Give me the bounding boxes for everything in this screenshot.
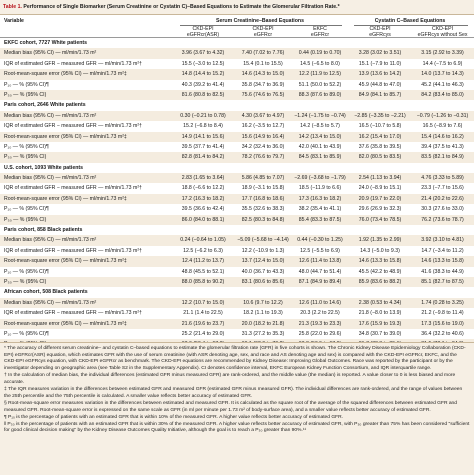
cell-value: 18.2 (1.1 to 19.3)	[243, 310, 283, 317]
cell-value: 86.0 (84.0 to 88.1)	[181, 216, 225, 223]
cell-value: 21.4 (20.2 to 22.6)	[421, 195, 464, 202]
table-title: Performance of Single Biomarker (Serum Creatinine or Cystatin C)–Based Equations to Estimate the Glomerular Filtration Rate.*	[23, 4, 340, 10]
table-row	[0, 319, 474, 329]
cell-value: 17.3 (15.6 to 19.0)	[421, 320, 464, 327]
cell-value: 40.0 (36.7 to 43.3)	[241, 268, 285, 275]
cell-value: 17.2 (16.3 to 18.2)	[181, 195, 225, 202]
cell-value: 25.2 (21.4 to 29.0)	[181, 330, 225, 337]
cell-value: 3.15 (2.92 to 3.39)	[421, 50, 464, 57]
cell-value: 39.5 (36.6 to 42.4)	[181, 206, 225, 213]
cell-value: 78.2 (76.6 to 79.7)	[241, 154, 285, 161]
cell-value: 14.5 (−6.5 to 8.0)	[300, 60, 340, 67]
table-label: Table 1.	[3, 4, 22, 10]
cell-value: 34.8 (30.7 to 39.0)	[358, 330, 402, 337]
cell-value: 14.0 (13.7 to 14.3)	[421, 71, 464, 78]
cell-value: 14.9 (14.1 to 15.6)	[181, 133, 225, 140]
cell-value: 88.0 (85.8 to 90.2)	[181, 278, 225, 285]
col3-header: EKFC eGFRcr	[310, 26, 330, 38]
table-row	[0, 235, 474, 245]
cell-value: 45.9 (44.8 to 47.0)	[358, 81, 402, 88]
cell-value: −5.09 (−5.68 to −4.14)	[237, 237, 289, 244]
row-label: P₃₀ — % (95% CI)	[4, 91, 47, 98]
cell-value: 34.2 (32.4 to 36.0)	[241, 143, 285, 150]
cohort-heading	[0, 100, 474, 110]
row-label: Root-mean-square error (95% CI) — ml/min/1.73 m²‡	[4, 133, 127, 140]
cell-value: 16.2 (15.4 to 17.0)	[358, 133, 402, 140]
cell-value: 36.4 (32.2 to 40.6)	[421, 330, 464, 337]
table-title-bar	[0, 0, 474, 15]
cell-value: 37.6 (35.8 to 39.5)	[358, 143, 402, 150]
cell-value: 14.4 (−7.5 to 6.9)	[422, 60, 463, 67]
cell-value: 14.6 (13.3 to 15.8)	[421, 258, 464, 265]
row-label: Median bias (95% CI) — ml/min/1.73 m²	[4, 112, 97, 119]
table-row	[0, 142, 474, 152]
column-header	[0, 15, 474, 38]
cell-value: 88.3 (87.6 to 89.0)	[298, 91, 342, 98]
table-row	[0, 194, 474, 204]
cell-value: 81.6 (80.8 to 82.5)	[181, 91, 225, 98]
cell-value: 14.6 (13.3 to 15.8)	[358, 258, 402, 265]
table-row	[0, 215, 474, 225]
cell-value: 35.5 (32.6 to 38.3)	[241, 206, 285, 213]
cell-value: 31.3 (27.2 to 35.3)	[241, 330, 285, 337]
cell-value: 15.6 (14.9 to 16.4)	[241, 133, 285, 140]
cell-value: 13.7 (12.4 to 15.0)	[241, 258, 285, 265]
cohort-label: U.S. cohort, 1093 White patients	[4, 164, 83, 171]
cell-value: 38.2 (35.4 to 41.1)	[298, 206, 342, 213]
cell-value: 17.6 (15.9 to 19.3)	[358, 320, 402, 327]
cell-value: 12.2 (11.9 to 12.5)	[298, 71, 341, 78]
cell-value: 83.1 (80.6 to 85.6)	[241, 278, 285, 285]
row-label: IQR of estimated GFR − measured GFR — ml/min/1.73 m²†	[4, 185, 142, 192]
footnote: ‡ The IQR measures variation in the differences between estimated GFR and measured GFR (estimated GFR minus measured GFR). The individual differences are rank-ordered, and the range of values between the 25th percentile and the 75th percentile is calculated. A smaller value reflects better accuracy of estimated GFR.	[4, 387, 463, 399]
cell-value: 76.0 (73.4 to 78.5)	[358, 216, 402, 223]
cell-value: 84.2 (83.4 to 85.0)	[421, 91, 464, 98]
row-label: Median bias (95% CI) — ml/min/1.73 m²	[4, 50, 97, 57]
cell-value: 12.6 (11.4 to 13.8)	[298, 258, 341, 265]
row-label: P₃₀ — % (95% CI)	[4, 154, 47, 161]
row-label: Root-mean-square error (95% CI) — ml/min/1.73 m²‡	[4, 258, 127, 265]
footnote: † In the calculation of median bias, the individual differences (estimated GFR minus measured GFR) are rank-ordered, and the middle value (the median) is reported. A value closer to 0 is less biased and more accurate.	[4, 373, 456, 385]
cell-value: −2.85 (−3.35 to −2.21)	[354, 112, 406, 119]
cohort-heading	[0, 163, 474, 173]
cell-value: 2.54 (1.13 to 3.94)	[358, 175, 402, 182]
cell-value: 15.5 (−3.0 to 12.5)	[181, 60, 225, 67]
table-row	[0, 204, 474, 214]
row-label: Median bias (95% CI) — ml/min/1.73 m²	[4, 237, 97, 244]
cell-value: 18.8 (−6.6 to 12.2)	[181, 185, 225, 192]
cell-value: 41.6 (38.3 to 44.9)	[421, 268, 464, 275]
cell-value: 15.2 (−6.8 to 8.4)	[183, 123, 223, 130]
cell-value: 39.4 (37.5 to 41.3)	[421, 143, 464, 150]
cystatin-group-header: Cystatin C–Based Equations	[374, 18, 446, 24]
cell-value: 85.4 (83.3 to 87.5)	[298, 216, 342, 223]
cell-value: 0.44 (0.19 to 0.70)	[298, 50, 342, 57]
cell-value: 51.1 (50.0 to 52.2)	[298, 81, 342, 88]
cell-value: 21.2 (−9.8 to 11.4)	[421, 310, 464, 317]
cell-value: 21.6 (19.6 to 23.7)	[181, 320, 225, 327]
table-row	[0, 80, 474, 90]
table-row	[0, 277, 474, 287]
variable-header: Variable	[4, 18, 24, 24]
cell-value: 17.7 (16.8 to 18.6)	[241, 195, 285, 202]
cell-value: 42.0 (40.1 to 43.9)	[298, 143, 342, 150]
row-label: P₁₀ — % (95% CI)¶	[4, 330, 49, 337]
row-label: P₁₀ — % (95% CI)¶	[4, 143, 49, 150]
cell-value: 30.3 (27.6 to 33.0)	[421, 206, 464, 213]
row-label: Median bias (95% CI) — ml/min/1.73 m²	[4, 175, 97, 182]
table-row	[0, 59, 474, 69]
cell-value: 76.2 (73.6 to 78.7)	[421, 216, 464, 223]
cell-value: 21.8 (−8.0 to 13.9)	[358, 310, 402, 317]
cohort-heading	[0, 38, 474, 48]
row-label: P₃₀ — % (95% CI)	[4, 278, 47, 285]
col2-header: CKD-EPI eGFRcr	[252, 26, 274, 38]
table-row	[0, 267, 474, 277]
col5-header: CKD-EPI eGFRcys without Sex	[417, 26, 468, 38]
cell-value: 12.5 (−5.5 to 6.9)	[300, 247, 340, 254]
row-label: IQR of estimated GFR − measured GFR — ml/min/1.73 m²†	[4, 60, 142, 67]
row-label: Root-mean-square error (95% CI) — ml/min/1.73 m²‡	[4, 320, 127, 327]
cell-value: 16.5 (−8.9 to 7.6)	[422, 123, 463, 130]
cell-value: 12.5 (−6.2 to 6.3)	[183, 247, 223, 254]
cell-value: 12.6 (11.0 to 14.6)	[298, 299, 341, 306]
cell-value: 48.8 (45.5 to 52.1)	[181, 268, 225, 275]
table-row	[0, 90, 474, 100]
cell-value: 14.3 (−5.0 to 9.3)	[360, 247, 400, 254]
cohort-label: African cohort, 508 Black patients	[4, 289, 88, 296]
cell-value: 4.76 (3.33 to 5.89)	[421, 175, 464, 182]
cell-value: −1.24 (−1.75 to −0.74)	[294, 112, 346, 119]
cell-value: −2.69 (−3.68 to −1.79)	[294, 175, 346, 182]
cell-value: 1.92 (1.35 to 2.99)	[358, 237, 402, 244]
table-row	[0, 256, 474, 266]
cell-value: 25.8 (22.0 to 29.6)	[298, 330, 342, 337]
cell-value: 15.4 (14.6 to 16.2)	[421, 133, 464, 140]
col4-header: CKD-EPI eGFRcys	[369, 26, 391, 38]
cell-value: 35.8 (34.7 to 36.9)	[241, 81, 285, 88]
creatinine-group-header: Serum Creatinine–Based Equations	[216, 18, 304, 24]
table-row	[0, 329, 474, 339]
cell-value: 21.3 (19.3 to 23.3)	[298, 320, 342, 327]
cell-value: 2.83 (1.65 to 3.64)	[181, 175, 225, 182]
cell-value: 3.28 (3.02 to 3.51)	[358, 50, 402, 57]
cell-value: 45.5 (42.2 to 48.9)	[358, 268, 402, 275]
row-label: P₁₀ — % (95% CI)¶	[4, 206, 49, 213]
cell-value: 84.5 (83.1 to 85.9)	[298, 154, 342, 161]
footnote: ‖ P₃₀ is the percentage of patients with an estimated GFR that is within 30% of the measured GFR. A higher value reflects better accuracy of estimated GFR, with P₃₀ greater than 75% has been considered "sufficient for good clinical decision making" by the Kidney Disease Outcomes Quality Initiative, although the goal is to reach a P₃₀ greater than 90%.¹¹	[4, 421, 470, 434]
row-label: IQR of estimated GFR − measured GFR — ml/min/1.73 m²†	[4, 310, 142, 317]
cell-value: 14.2 (−8.5 to 5.7)	[300, 123, 340, 130]
cell-value: 82.8 (81.4 to 84.2)	[181, 154, 225, 161]
cell-value: 45.2 (44.1 to 46.3)	[421, 81, 464, 88]
cell-value: 13.9 (13.6 to 14.2)	[358, 71, 402, 78]
cell-value: 20.9 (19.7 to 22.0)	[358, 195, 402, 202]
cell-value: 0.30 (−0.21 to 0.78)	[180, 112, 226, 119]
row-label: Median bias (95% CI) — ml/min/1.73 m²	[4, 299, 97, 306]
cohort-heading	[0, 287, 474, 297]
cell-value: 1.74 (0.28 to 3.25)	[421, 299, 464, 306]
footnote: ¶ P₁₀ is the percentage of patients with an estimated GFR that is within 10% of the measured GFR. A higher value reflects better accuracy of estimated GFR.	[4, 414, 344, 420]
cohort-label: Paris cohort, 858 Black patients	[4, 227, 83, 234]
table-row	[0, 152, 474, 162]
row-label: Root-mean-square error (95% CI) — ml/min/1.73 m²‡	[4, 71, 127, 78]
cohort-label: Paris cohort, 2646 White patients	[4, 102, 86, 109]
cell-value: 15.1 (−7.9 to 11.0)	[358, 60, 402, 67]
cell-value: 83.5 (82.1 to 84.9)	[421, 154, 464, 161]
row-label: IQR of estimated GFR − measured GFR — ml/min/1.73 m²†	[4, 123, 142, 130]
cohort-label: EKFC cohort, 7727 White patients	[4, 40, 88, 46]
cell-value: −0.79 (−1.26 to −0.31)	[416, 112, 469, 119]
cell-value: 7.40 (7.02 to 7.76)	[241, 50, 285, 57]
row-label: P₁₀ — % (95% CI)¶	[4, 268, 49, 275]
cell-value: 87.1 (84.9 to 89.4)	[298, 278, 342, 285]
cell-value: 14.7 (−3.4 to 11.2)	[421, 247, 464, 254]
footnote: * The accuracy of different serum creatinine– and cystatin C–based equations to estimate the glomerular filtration rate (GFR) in five cohorts is shown. The Chronic Kidney Disease Epidemiology Collaboration (CKD-EPI) eGFRcr(ASR) equation, which estimates GFR with the use of serum creatinine (with ASR denoting age, sex, and race and AS denoting age and sex) is compared with the CKD-EPI eGFRcr, EKFC, and the CKD-EPI eGFRcys equation, with CKD-EPI eGFRcr as benchmark. The CKD-EPI equations are recommended by Kidney Disease: Improving Global Outcomes. Race was reported by the participant or by the investigator depending on geographic area (see Table S2 in the Supplementary Appendix). CI denotes confidence interval, EKFC European Kidney Function Consortium, and IQR interquartile range.	[4, 346, 466, 372]
table-row	[0, 111, 474, 121]
cell-value: 2.38 (0.53 to 4.34)	[358, 299, 402, 306]
cell-value: 16.2 (−3.5 to 12.7)	[241, 123, 285, 130]
cell-value: 3.92 (3.10 to 4.81)	[421, 237, 464, 244]
cell-value: 12.2 (10.7 to 15.0)	[181, 299, 225, 306]
table-row	[0, 298, 474, 308]
cell-value: 14.6 (14.3 to 15.0)	[241, 71, 285, 78]
cell-value: 48.0 (44.7 to 51.4)	[298, 268, 342, 275]
cell-value: 24.0 (−8.9 to 15.1)	[358, 185, 402, 192]
table-row	[0, 183, 474, 193]
cell-value: 17.3 (16.3 to 18.2)	[298, 195, 342, 202]
cohort-heading	[0, 225, 474, 235]
cell-value: 75.6 (74.6 to 76.5)	[241, 91, 285, 98]
row-label: IQR of estimated GFR − measured GFR — ml/min/1.73 m²†	[4, 247, 142, 254]
row-label: P₃₀ — % (95% CI)	[4, 216, 47, 223]
cell-value: 3.96 (3.67 to 4.32)	[181, 50, 225, 57]
cell-value: 29.6 (26.9 to 32.3)	[358, 206, 402, 213]
table-row	[0, 121, 474, 131]
cell-value: 84.9 (84.1 to 85.7)	[358, 91, 402, 98]
cell-value: 18.9 (−3.1 to 15.8)	[241, 185, 285, 192]
cell-value: 21.1 (1.4 to 22.5)	[183, 310, 223, 317]
table-row	[0, 173, 474, 183]
footnote: § Root-mean-square error measures variation in the differences between estimated and measured GFR. It is calculated as the square root of the average of the squared differences between estimated GFR and measured GFR. Root-mean-square error is expressed on the same scale as GFR (in ml per minute per 1.73 m² of body-surface area), and a smaller value reflects better accuracy of estimated GFR.	[4, 400, 457, 413]
cell-value: 23.3 (−7.7 to 15.6)	[421, 185, 464, 192]
cell-value: 82.0 (80.5 to 83.5)	[358, 154, 402, 161]
cell-value: 18.5 (−11.9 to 6.6)	[298, 185, 342, 192]
cell-value: 85.9 (83.6 to 88.2)	[358, 278, 402, 285]
row-label: Root-mean-square error (95% CI) — ml/min/1.73 m²‡	[4, 195, 127, 202]
cell-value: 0.24 (−0.64 to 1.05)	[180, 237, 226, 244]
results-table	[0, 38, 474, 350]
table-row	[0, 132, 474, 142]
cell-value: 12.2 (−10.9 to 1.3)	[241, 247, 285, 254]
cell-value: 85.1 (82.7 to 87.5)	[421, 278, 464, 285]
cell-value: 16.5 (−10.7 to 5.8)	[358, 123, 402, 130]
cell-value: 40.3 (39.2 to 41.4)	[181, 81, 225, 88]
table-row	[0, 48, 474, 58]
table-row	[0, 246, 474, 256]
cell-value: 12.4 (11.2 to 13.7)	[181, 258, 224, 265]
cell-value: 15.4 (0.1 to 15.5)	[243, 60, 283, 67]
cell-value: 14.2 (13.4 to 15.0)	[298, 133, 342, 140]
cell-value: 0.44 (−0.30 to 1.25)	[297, 237, 343, 244]
footnotes	[0, 342, 474, 475]
cell-value: 20.3 (2.2 to 22.5)	[300, 310, 340, 317]
cell-value: 10.6 (9.7 to 12.2)	[243, 299, 283, 306]
cell-value: 39.5 (37.7 to 41.4)	[181, 143, 225, 150]
cell-value: 82.5 (80.3 to 84.8)	[241, 216, 285, 223]
cell-value: 4.30 (3.67 to 4.97)	[241, 112, 285, 119]
table-row	[0, 69, 474, 79]
col1-header: CKD-EPI eGFRcr(ASR)	[186, 26, 220, 38]
row-label: P₁₀ — % (95% CI)¶	[4, 81, 49, 88]
cell-value: 14.8 (14.4 to 15.2)	[181, 71, 225, 78]
cell-value: 20.0 (18.2 to 21.8)	[241, 320, 285, 327]
cell-value: 5.86 (4.85 to 7.07)	[241, 175, 285, 182]
table-row	[0, 308, 474, 318]
